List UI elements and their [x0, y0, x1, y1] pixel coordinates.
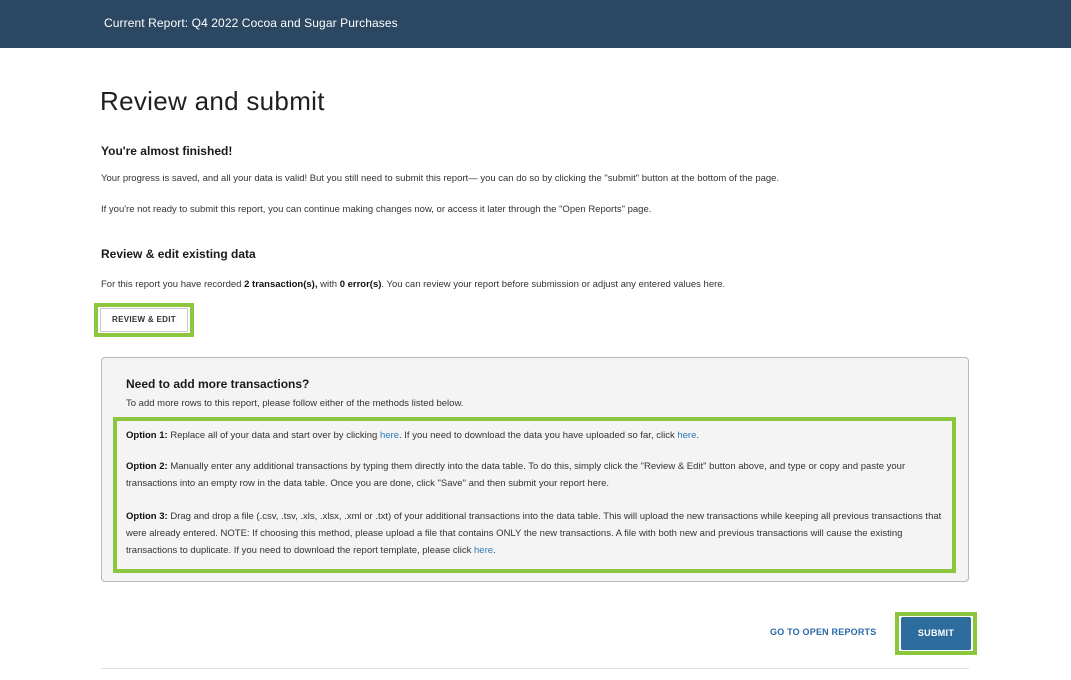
add-transactions-heading: Need to add more transactions? [126, 377, 310, 391]
option-3-label: Option 3: [126, 511, 168, 522]
option-2: Option 2: Manually enter any additional transactions by typing them directly into the data table. To do this, simply click the "Review & Edit" button above, and type or copy and paste your transactions into an empty row in the data table. Once you are done, click "Save" and then submit your report here. [126, 461, 906, 489]
option-1-label: Option 1: [126, 430, 168, 441]
review-edit-heading: Review & edit existing data [101, 247, 256, 261]
page-title: Review and submit [100, 86, 325, 116]
submit-button[interactable]: SUBMIT [901, 617, 971, 650]
current-report-title: Current Report: Q4 2022 Cocoa and Sugar Purchases [104, 16, 398, 30]
option-3: Option 3: Drag and drop a file (.csv, .tsv, .xls, .xlsx, .xml or .txt) of your additional transactions into the data table. This will upload the new transactions while keeping all previous transactions that were already entered. NOTE: If choosing this method, please upload a file that contains ONLY the new transactions. A file with both new and previous transactions will cause the existing transactions to duplicate. If you need to download the report template, please click here. [126, 511, 942, 556]
not-ready-text: If you're not ready to submit this report, you can continue making changes now, or access it later through the "Open Reports" page. [101, 204, 652, 215]
progress-saved-text: Your progress is saved, and all your data is valid! But you still need to submit this report— you can do so by clicking the "submit" button at the bottom of the page. [101, 173, 780, 184]
download-template-link[interactable]: here [474, 545, 494, 556]
add-transactions-subtitle: To add more rows to this report, please follow either of the methods listed below. [126, 398, 464, 409]
bottom-divider [101, 668, 969, 669]
error-count: 0 error(s) [339, 279, 382, 290]
option-2-label: Option 2: [126, 461, 168, 472]
go-to-open-reports-link[interactable]: GO TO OPEN REPORTS [770, 627, 877, 637]
download-data-link[interactable]: here [677, 430, 697, 441]
almost-finished-heading: You're almost finished! [101, 144, 233, 158]
option-1: Option 1: Replace all of your data and start over by clicking here. If you need to download the data you have uploaded so far, click here. [126, 430, 699, 441]
review-edit-button[interactable]: REVIEW & EDIT [100, 308, 188, 332]
transaction-count: 2 transaction(s), [244, 279, 318, 290]
replace-data-link[interactable]: here [379, 430, 399, 441]
recorded-summary-text: For this report you have recorded 2 transaction(s), with 0 error(s). You can review your report before submission or adjust any entered values here. [101, 279, 726, 290]
top-bar [0, 0, 1071, 48]
